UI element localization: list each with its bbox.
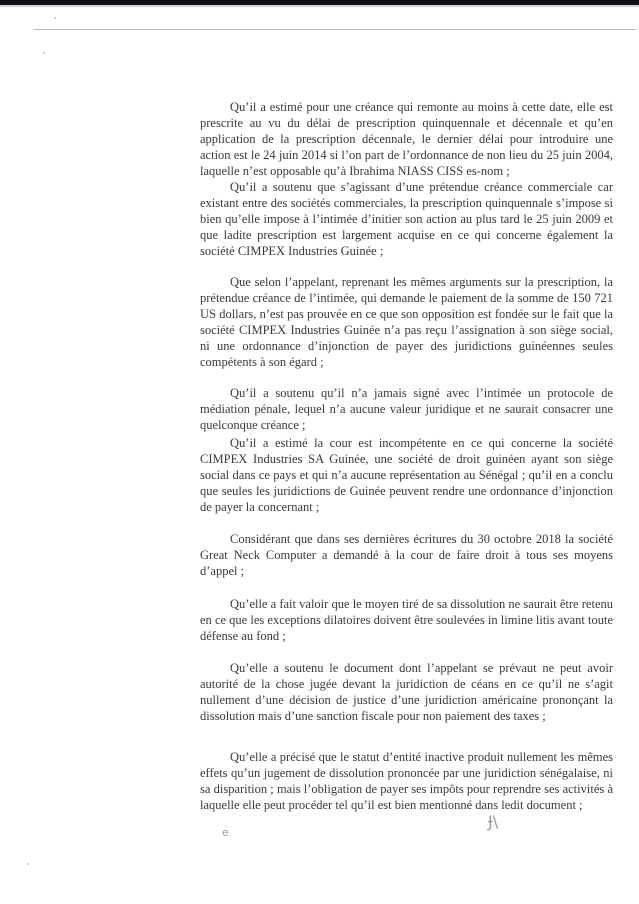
paragraph-exceptions-dilatoires: Qu’elle a fait valoir que le moyen tiré de sa dissolution ne saurait être retenu en ce que les exceptions dilatoires doivent être soulevées in limine litis avant toute défense au fond ; bbox=[200, 597, 613, 643]
header-rule bbox=[34, 29, 636, 30]
paragraph-creance-non-prouvee: Que selon l’appelant, reprenant les mêmes arguments sur la prescription, la prétendue créance de l’intimée, qui demande le paiement de la somme de 150 721 US dollars, n’est pas prouvée en ce que son opposition est fondée sur le fait que la société CIMPEX Industries Guinée n’a pas reçu l’assignation à son siège social, ni une ordonnance d’injonction de payer des juridictions guinéennes seules compétents à son égard ; bbox=[200, 275, 613, 369]
paragraph-mediation-penale: Qu’il a soutenu qu’il n’a jamais signé avec l’intimée un protocole de médiation pénale, lequel n’a aucune valeur juridique et ne saurait consacrer une quelconque créance ; bbox=[200, 386, 613, 432]
handwritten-signature: Ɉ\ bbox=[488, 812, 499, 831]
paragraph-prescription-quinquennale: Qu’il a soutenu que s’agissant d’une prétendue créance commerciale car existant entre des sociétés commerciales, la prescription quinquennale s’impose si bien qu’elle impose à l’intimée d’initier son action au plus tard le 25 juin 2009 et que ladite prescription est largement acquise en ce qui concerne également la société CIMPEX Industries Guinée ; bbox=[200, 180, 613, 258]
paragraph-dernieres-ecritures: Considérant que dans ses dernières écritures du 30 octobre 2018 la société Great Neck Computer a demandé à la cour de faire droit à tous ses moyens d’appel ; bbox=[200, 532, 613, 578]
paragraph-entite-inactive: Qu’elle a précisé que le statut d’entité inactive produit nullement les mêmes effets qu’un jugement de dissolution prononcée par une juridiction sénégalaise, ni sa disparition ; mais l’obligation de payer ses impôts pour reprendre ses activités à laquelle elle peut procéder tel qu’il est bien mentionné dans ledit document ; bbox=[200, 750, 613, 812]
scan-speck bbox=[43, 52, 45, 54]
handwritten-initials: e bbox=[222, 826, 229, 839]
paragraph-incompetence: Qu’il a estimé la cour est incompétente en ce qui concerne la société CIMPEX Industries SA Guinée, une société de droit guinéen ayant son siège social dans ce pays et qui n’a aucune représentation au Sénégal ; qu’il en a conclu que seules les juridictions de Guinée peuvent rendre une ordonnance d’injonction de payer la concernant ; bbox=[200, 436, 613, 514]
paragraph-prescription-decennale: Qu’il a estimé pour une créance qui remonte au moins à cette date, elle est prescrite au vu du délai de prescription quinquennale et décennale et qu’en application de la prescription décennale, le dernier délai pour introduire une action est le 24 juin 2014 si l’on part de l’ordonnance de non lieu du 25 juin 2004, laquelle n’est opposable qu’à Ibrahima NIASS CISS es-nom ; bbox=[200, 100, 613, 178]
scan-edge-shadow bbox=[0, 5, 639, 7]
paragraph-autorite-chose-jugee: Qu’elle a soutenu le document dont l’appelant se prévaut ne peut avoir autorité de la chose jugée devant la juridiction de céans en ce qu’il ne s’agit nullement d’une décision de justice d’une juridiction américaine prononçant la dissolution mais d’une sanction fiscale pour non paiement des taxes ; bbox=[200, 661, 613, 723]
scan-speck bbox=[54, 17, 56, 19]
scan-speck bbox=[27, 863, 29, 865]
